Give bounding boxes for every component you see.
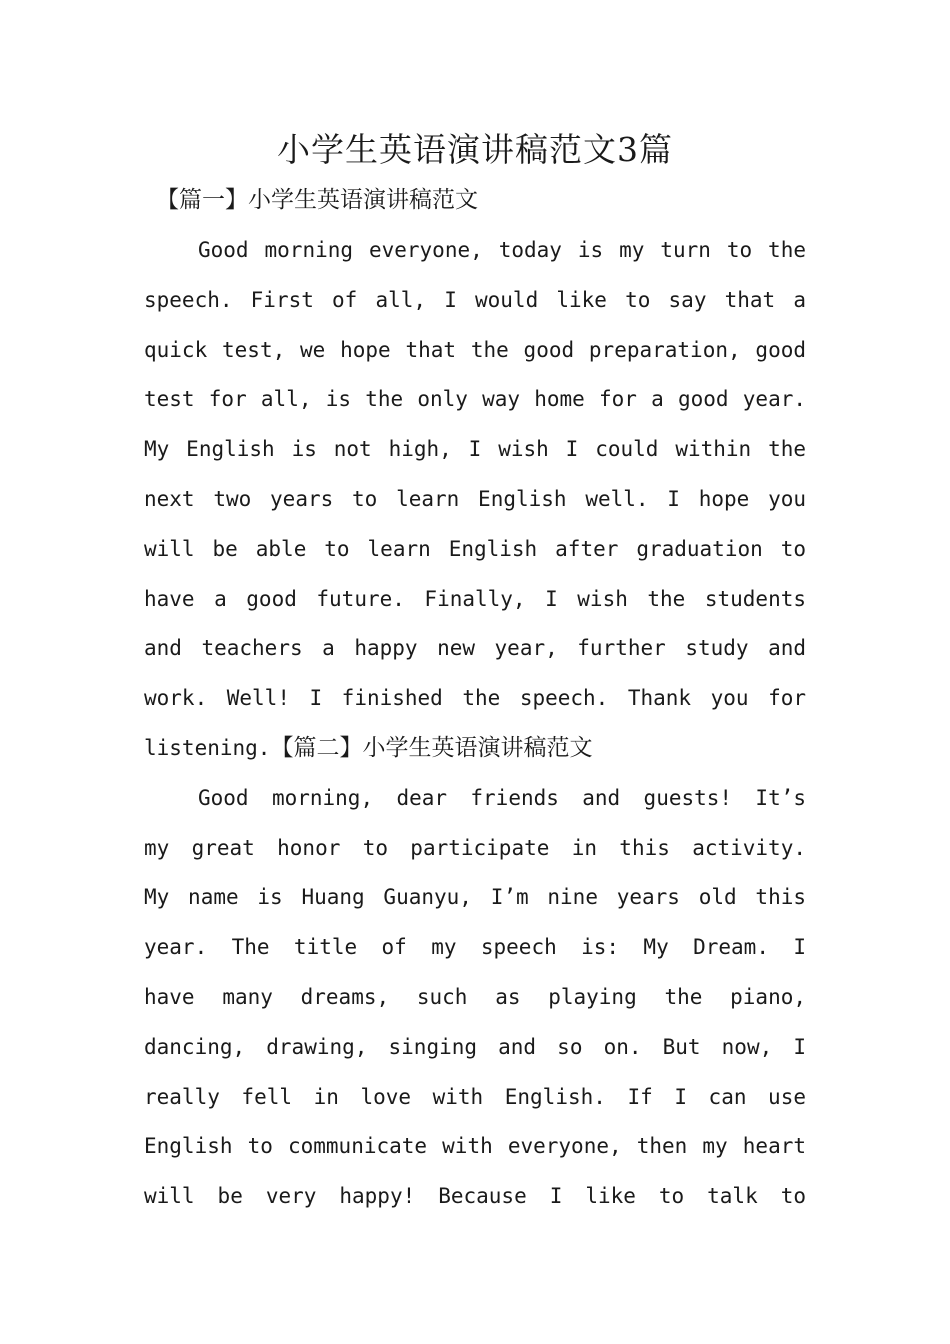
- text-line: work. Well! I finished the speech. Thank you for: [144, 686, 806, 711]
- text-line: My name is Huang Guanyu, I’m nine years old this: [144, 885, 806, 910]
- text-line: really fell in love with English. If I can use: [144, 1084, 806, 1109]
- text-line: dancing, drawing, singing and so on. But now, I: [144, 1034, 806, 1059]
- document-title: 小学生英语演讲稿范文3篇: [277, 130, 673, 169]
- text-line: will be very happy! Because I like to talk to: [144, 1184, 806, 1209]
- text-line: will be able to learn English after graduation to: [144, 536, 806, 561]
- text-line: my great honor to participate in this activity.: [144, 835, 806, 860]
- text-fragment: listening.: [144, 735, 271, 760]
- text-line: Good morning, dear friends and guests! It’s: [198, 785, 806, 810]
- text-line: English to communicate with everyone, then my heart: [144, 1134, 806, 1159]
- text-line: speech. First of all, I would like to say that a: [144, 287, 806, 312]
- text-line: have a good future. Finally, I wish the students: [144, 586, 806, 611]
- section-heading-1: 【篇一】小学生英语演讲稿范文: [156, 187, 478, 213]
- text-line: year. The title of my speech is: My Dream. I: [144, 935, 806, 960]
- document-body: [144, 228, 806, 1224]
- text-line: have many dreams, such as playing the piano,: [144, 984, 806, 1009]
- text-line: next two years to learn English well. I hope you: [144, 486, 806, 511]
- text-line: quick test, we hope that the good preparation, good: [144, 337, 806, 362]
- text-line: and teachers a happy new year, further study and: [144, 636, 806, 661]
- mixed-line: [144, 726, 806, 776]
- text-line: test for all, is the only way home for a good year.: [144, 387, 806, 412]
- text-line: Good morning everyone, today is my turn to the: [198, 238, 806, 262]
- text-line: My English is not high, I wish I could within the: [144, 437, 806, 462]
- section-heading-2: 【篇二】小学生英语演讲稿范文: [270, 734, 593, 761]
